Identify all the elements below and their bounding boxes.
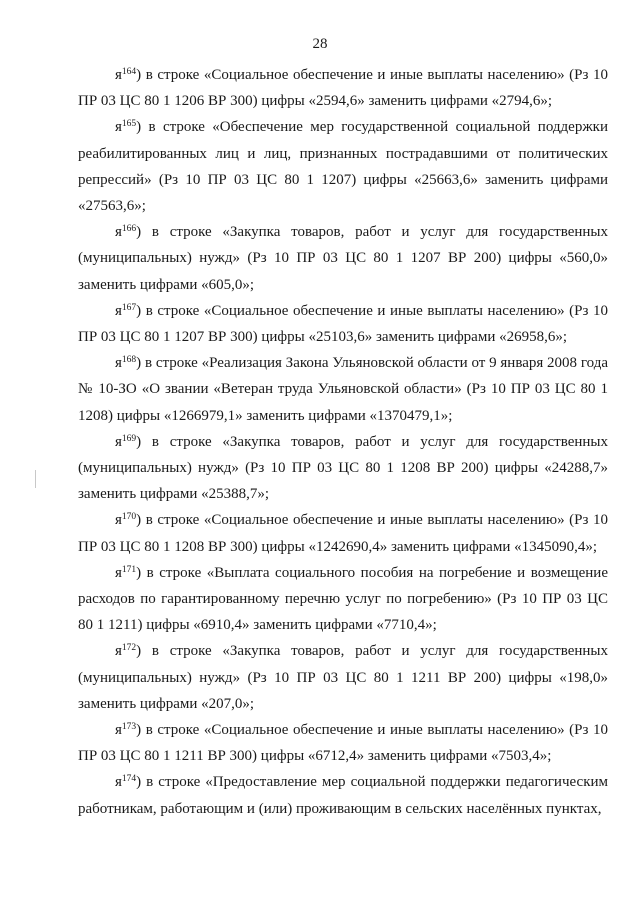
item-index: 173 bbox=[121, 722, 137, 733]
amendment-text: ) в строке «Закупка товаров, работ и услуг для государственных (муниципальных) нужд» (Рз 10 ПР 03 ЦС 80 1 1207 ВР 200) цифры «560,0» заменить цифрами «605,0»; bbox=[78, 224, 608, 293]
item-index: 164 bbox=[121, 67, 137, 77]
item-marker: я bbox=[115, 302, 122, 319]
item-marker: я bbox=[115, 722, 122, 739]
item-marker: я bbox=[115, 119, 122, 136]
amendment-text: ) в строке «Закупка товаров, работ и услуг для государственных (муниципальных) нужд» (Рз 10 ПР 03 ЦС 80 1 1208 ВР 200) цифры «24288,7» заменить цифрами «25388,7»; bbox=[78, 433, 608, 503]
scan-margin-mark bbox=[35, 470, 36, 488]
item-index: 174 bbox=[121, 774, 137, 785]
amendment-paragraph-165 bbox=[78, 114, 608, 219]
amendment-text: ) в строке «Социальное обеспечение и иные выплаты населению» (Рз 10 ПР 03 ЦС 80 1 1207 ВР 300) цифры «25103,6» заменить цифрами «26958,6»; bbox=[78, 302, 608, 346]
amendment-text: ) в строке «Реализация Закона Ульяновской области от 9 января 2008 года № 10-ЗО «О звании «Ветеран труда Ульяновской области» (Рз 10 ПР 03 ЦС 80 1 1208) цифры «1266979,1» заменить цифрами «1370479,1»; bbox=[78, 355, 608, 424]
item-index: 171 bbox=[121, 564, 137, 575]
amendment-paragraph-169 bbox=[78, 429, 608, 508]
amendment-paragraph-166 bbox=[78, 219, 608, 298]
item-marker: я bbox=[115, 643, 122, 660]
item-index: 168 bbox=[121, 355, 137, 366]
amendment-paragraph-167 bbox=[78, 298, 608, 350]
amendment-text: ) в строке «Предоставление мер социальной поддержки педагогическим работникам, работающим и (или) проживающим в сельских населённых пунктах, bbox=[78, 774, 608, 817]
amendment-paragraph-170 bbox=[78, 507, 608, 559]
amendment-paragraph-172 bbox=[78, 638, 608, 717]
item-index: 165 bbox=[121, 119, 137, 130]
item-marker: я bbox=[115, 512, 122, 529]
item-marker: я bbox=[115, 564, 122, 581]
amendment-text: ) в строке «Социальное обеспечение и иные выплаты населению» (Рз 10 ПР 03 ЦС 80 1 1206 ВР 300) цифры «2594,6» заменить цифрами «2794,6»; bbox=[78, 67, 608, 110]
amendment-text: ) в строке «Обеспечение мер государственной социальной поддержки реабилитированных лиц и лиц, признанных пострадавшими от политических репрессий» (Рз 10 ПР 03 ЦС 80 1 1207) цифры «25663,6» заменить цифрами «27563,6»; bbox=[78, 119, 608, 215]
item-marker: я bbox=[115, 774, 122, 791]
item-marker: я bbox=[115, 224, 122, 241]
amendment-paragraph-174 bbox=[78, 769, 608, 821]
amendment-text: ) в строке «Социальное обеспечение и иные выплаты населению» (Рз 10 ПР 03 ЦС 80 1 1211 ВР 300) цифры «6712,4» заменить цифрами «7503,4»; bbox=[78, 722, 608, 765]
amendment-text: ) в строке «Выплата социального пособия на погребение и возмещение расходов по гарантированному перечню услуг по погребению» (Рз 10 ПР 03 ЦС 80 1 1211) цифры «6910,4» заменить цифрами «7710,4»; bbox=[78, 564, 608, 634]
item-marker: я bbox=[115, 433, 122, 450]
item-index: 166 bbox=[121, 224, 137, 235]
item-marker: я bbox=[115, 355, 122, 372]
item-index: 169 bbox=[121, 433, 137, 444]
amendment-paragraph-164 bbox=[78, 62, 608, 114]
item-index: 167 bbox=[121, 302, 137, 313]
item-marker: я bbox=[115, 67, 122, 83]
document-body bbox=[78, 62, 608, 822]
amendment-paragraph-171 bbox=[78, 560, 608, 639]
amendment-text: ) в строке «Социальное обеспечение и иные выплаты населению» (Рз 10 ПР 03 ЦС 80 1 1208 ВР 300) цифры «1242690,4» заменить цифрами «1345090,4»; bbox=[78, 512, 608, 555]
page-number: 28 bbox=[312, 36, 328, 52]
item-index: 172 bbox=[121, 643, 137, 654]
amendment-paragraph-168 bbox=[78, 350, 608, 429]
item-index: 170 bbox=[121, 512, 137, 523]
amendment-paragraph-173 bbox=[78, 717, 608, 769]
amendment-text: ) в строке «Закупка товаров, работ и услуг для государственных (муниципальных) нужд» (Рз 10 ПР 03 ЦС 80 1 1211 ВР 200) цифры «198,0» заменить цифрами «207,0»; bbox=[78, 643, 608, 712]
